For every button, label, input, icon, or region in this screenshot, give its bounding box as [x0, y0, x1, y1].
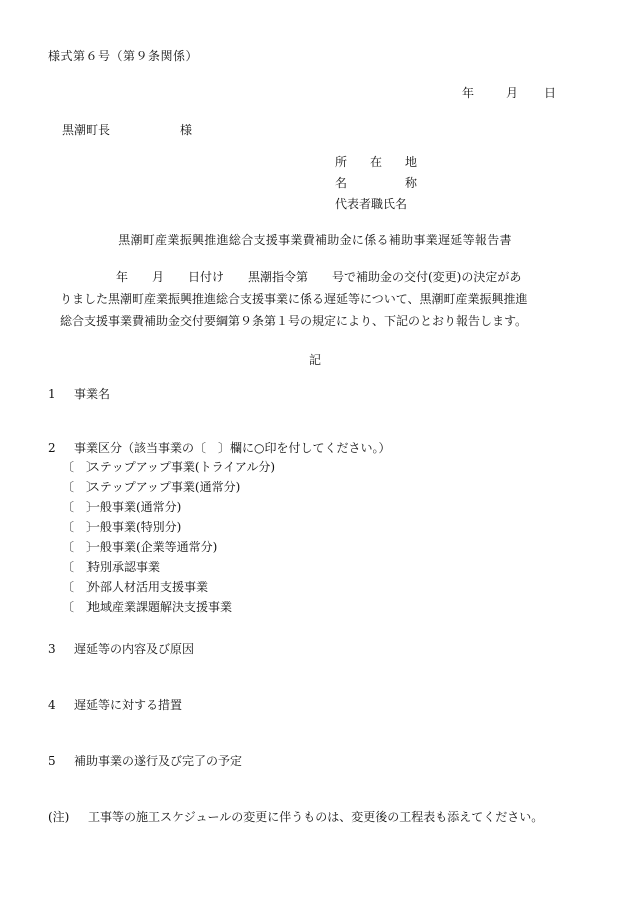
- name-row: [335, 176, 417, 197]
- recipient-honorific: 様: [180, 123, 193, 137]
- checkbox-bracket[interactable]: 〔 〕: [62, 460, 99, 474]
- checkbox-bracket[interactable]: 〔 〕: [62, 560, 99, 574]
- address-label: [335, 155, 417, 169]
- document-title: 黒潮町産業振興推進総合支援事業費補助金に係る補助事業遅延等報告書: [118, 233, 512, 247]
- body-line: 年 月 日付け 黒潮指令第 号で補助金の交付(変更)の決定があ: [116, 270, 522, 284]
- address-label-char: 所: [335, 155, 348, 169]
- item-business-category: [48, 441, 390, 455]
- item-label: 補助事業の遂行及び完了の予定: [74, 754, 243, 768]
- checkbox-bracket[interactable]: 〔 〕: [62, 600, 99, 614]
- address-row: [335, 155, 417, 176]
- option-general-company[interactable]: [62, 540, 275, 560]
- option-stepup-trial[interactable]: [62, 460, 275, 480]
- recipient-line: [62, 123, 192, 137]
- option-label: 地域産業課題解決支援事業: [88, 600, 233, 614]
- item-label: 遅延等の内容及び原因: [74, 642, 195, 656]
- representative-row: [335, 197, 417, 218]
- option-label: 一般事業(企業等通常分): [88, 540, 218, 554]
- checkbox-bracket[interactable]: 〔 〕: [62, 520, 99, 534]
- item-label: 事業名: [74, 387, 111, 401]
- body-line: りました黒潮町産業振興推進総合支援事業に係る遅延等について、黒潮町産業振興推進: [60, 292, 528, 306]
- item-delay-measures: [48, 698, 182, 712]
- item-number: 1: [48, 387, 56, 401]
- footnote: [48, 810, 543, 824]
- item-completion-plan: [48, 754, 242, 768]
- item-label: 遅延等に対する措置: [74, 698, 183, 712]
- item-number: 3: [48, 642, 56, 656]
- checkbox-bracket[interactable]: 〔 〕: [62, 480, 99, 494]
- option-label: 特別承認事業: [88, 560, 161, 574]
- item-number: 5: [48, 754, 56, 768]
- item-number: 2: [48, 441, 56, 455]
- item-label: 事業区分（該当事業の〔 〕欄に○印を付してください。）: [74, 441, 391, 455]
- recipient-name: 黒潮町長: [62, 123, 111, 137]
- representative-label: 代表者職氏名: [335, 197, 408, 211]
- option-special-approval[interactable]: [62, 560, 275, 580]
- note-text: 工事等の施工スケジュールの変更に伴うものは、変更後の工程表も添えてください。: [88, 810, 544, 824]
- option-label: 外部人材活用支援事業: [88, 580, 209, 594]
- option-regional-issue[interactable]: [62, 600, 275, 620]
- option-label: 一般事業(通常分): [88, 500, 182, 514]
- date-month: 月: [506, 86, 519, 100]
- option-external-talent[interactable]: [62, 580, 275, 600]
- ki-heading: 記: [308, 353, 321, 367]
- note-label: (注): [48, 810, 70, 824]
- address-label-char: 地: [404, 155, 417, 169]
- body-line: 総合支援事業費補助金交付要綱第９条第１号の規定により、下記のとおり報告します。: [60, 314, 528, 328]
- option-general-regular[interactable]: [62, 500, 275, 520]
- category-options: [62, 460, 275, 620]
- name-label-char: 名: [335, 176, 348, 190]
- checkbox-bracket[interactable]: 〔 〕: [62, 580, 99, 594]
- item-delay-reason: [48, 642, 194, 656]
- option-label: ステップアップ事業(トライアル分): [88, 460, 276, 474]
- option-label: ステップアップ事業(通常分): [88, 480, 241, 494]
- option-general-special[interactable]: [62, 520, 275, 540]
- date-year: 年: [462, 86, 475, 100]
- form-number: 様式第６号（第９条関係）: [48, 49, 199, 63]
- name-label-char: 称: [404, 176, 417, 190]
- applicant-block: [335, 155, 417, 218]
- date-day: 日: [544, 86, 557, 100]
- checkbox-bracket[interactable]: 〔 〕: [62, 500, 99, 514]
- address-label-char: 在: [369, 155, 382, 169]
- option-label: 一般事業(特別分): [88, 520, 182, 534]
- option-stepup-regular[interactable]: [62, 480, 275, 500]
- name-label: [335, 176, 417, 190]
- item-business-name: [48, 387, 110, 401]
- body-paragraph: [60, 266, 590, 332]
- date-line: [462, 86, 556, 100]
- checkbox-bracket[interactable]: 〔 〕: [62, 540, 99, 554]
- item-number: 4: [48, 698, 56, 712]
